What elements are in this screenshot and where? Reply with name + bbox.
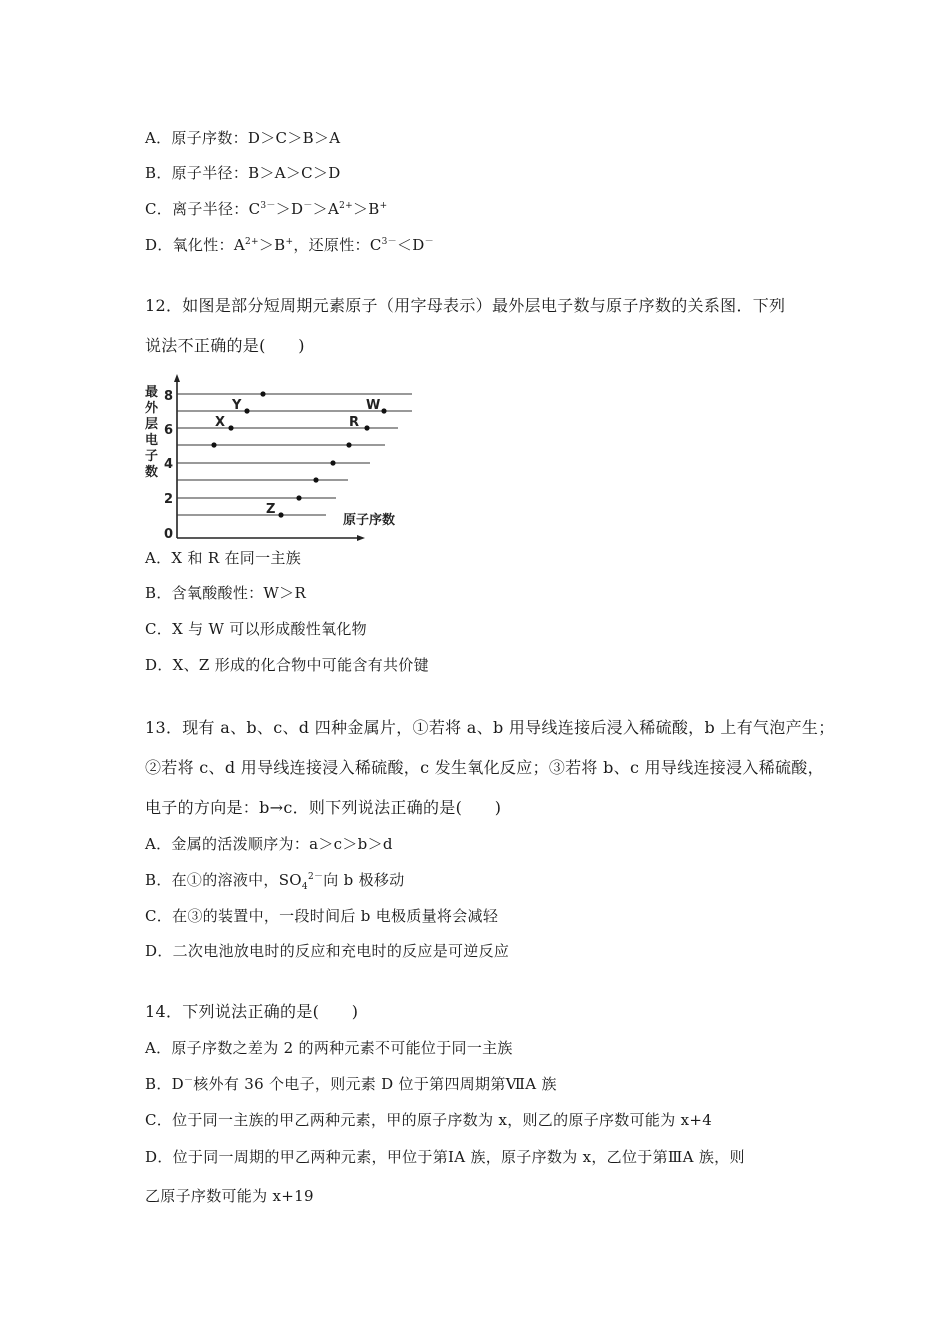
ytick-8: 8 [164,389,174,404]
q13-stem-line2: ②若将 c、d 用导线连接浸入稀硫酸，c 发生氧化反应；③若将 b、c 用导线连接浸入稀硫酸， [145,758,824,777]
q13-option-b: B．在①的溶液中，$SO_4^{2-}$向 b 极移动 [145,871,405,892]
x-axis-arrow [357,535,365,541]
data-point-z [278,512,283,517]
q14-option-b: B．D－核外有 36 个电子，则元素 D 位于第四周期第ⅦA 族 [145,1075,557,1093]
q14-option-c: C．位于同一主族的甲乙两种元素，甲的原子序数为 x，则乙的原子序数可能为 x+4 [145,1111,713,1129]
q12-stem-line2: 说法不正确的是( ) [145,336,305,355]
q12-figure [140,372,430,544]
q13-option-a: A．金属的活泼顺序为：a＞c＞b＞d [145,835,393,853]
q13-stem-line3: 电子的方向是：b→c．则下列说法正确的是( ) [145,798,502,817]
ylabel-char: 子 [145,449,159,464]
q12-option-a: A．X 和 R 在同一主族 [145,549,302,567]
ylabel-char: 外 [145,401,159,416]
ylabel-char: 层 [145,417,159,432]
data-point-w [381,408,386,413]
q13-option-c: C．在③的装置中，一段时间后 b 电极质量将会减轻 [145,907,499,925]
q13-stem-line1: 13．现有 a、b、c、d 四种金属片，①若将 a、b 用导线连接后浸入稀硫酸，b 上有气泡产生； [145,718,835,737]
q14-option-a: A．原子序数之差为 2 的两种元素不可能位于同一主族 [145,1039,513,1057]
q11-option-c: C．离子半径：$C^{3-}>D^->A^{2+}>B^+$ [145,200,388,218]
data-point [313,477,318,482]
data-point-r [364,425,369,430]
q14-option-d-line2: 乙原子序数可能为 x+19 [145,1187,314,1205]
xlabel: 原子序数 [343,513,396,528]
q12-option-c: C．X 与 W 可以形成酸性氧化物 [145,620,367,638]
data-point-y [244,408,249,413]
label-x: X [215,415,226,430]
q11-option-b: B．原子半径：B＞A＞C＞D [145,164,341,182]
q11-option-d: D．氧化性：$A^{2+}>B^+$，还原性：$C^{3-}<D^-$ [145,236,434,254]
q11-option-a: A．原子序数：D＞C＞B＞A [145,129,341,147]
data-point [211,442,216,447]
data-point [296,495,301,500]
label-w: W [366,398,381,413]
y-axis-arrow [174,374,180,382]
ytick-6: 6 [164,423,174,438]
ylabel-char: 最 [145,385,159,400]
q12-option-d: D．X、Z 形成的化合物中可能含有共价键 [145,656,429,674]
ytick-2: 2 [164,492,174,507]
q12-option-b: B．含氧酸酸性：W＞R [145,584,307,602]
data-point [346,442,351,447]
q14-option-d-line1: D．位于同一周期的甲乙两种元素，甲位于第ⅠA 族，原子序数为 x，乙位于第ⅢA 族，则 [145,1148,745,1166]
label-y: Y [232,398,242,413]
ytick-4: 4 [164,457,174,472]
data-point [260,391,265,396]
data-point-x [228,425,233,430]
q13-option-d: D．二次电池放电时的反应和充电时的反应是可逆反应 [145,942,510,960]
label-z: Z [266,502,276,517]
q12-stem-line1: 12．如图是部分短周期元素原子（用字母表示）最外层电子数与原子序数的关系图．下列 [145,296,786,315]
ylabel-char: 数 [145,465,159,480]
ylabel-char: 电 [145,433,159,448]
q14-stem: 14．下列说法正确的是( ) [145,1002,359,1021]
ytick-0: 0 [164,527,174,542]
label-r: R [349,415,360,430]
data-point [330,460,335,465]
